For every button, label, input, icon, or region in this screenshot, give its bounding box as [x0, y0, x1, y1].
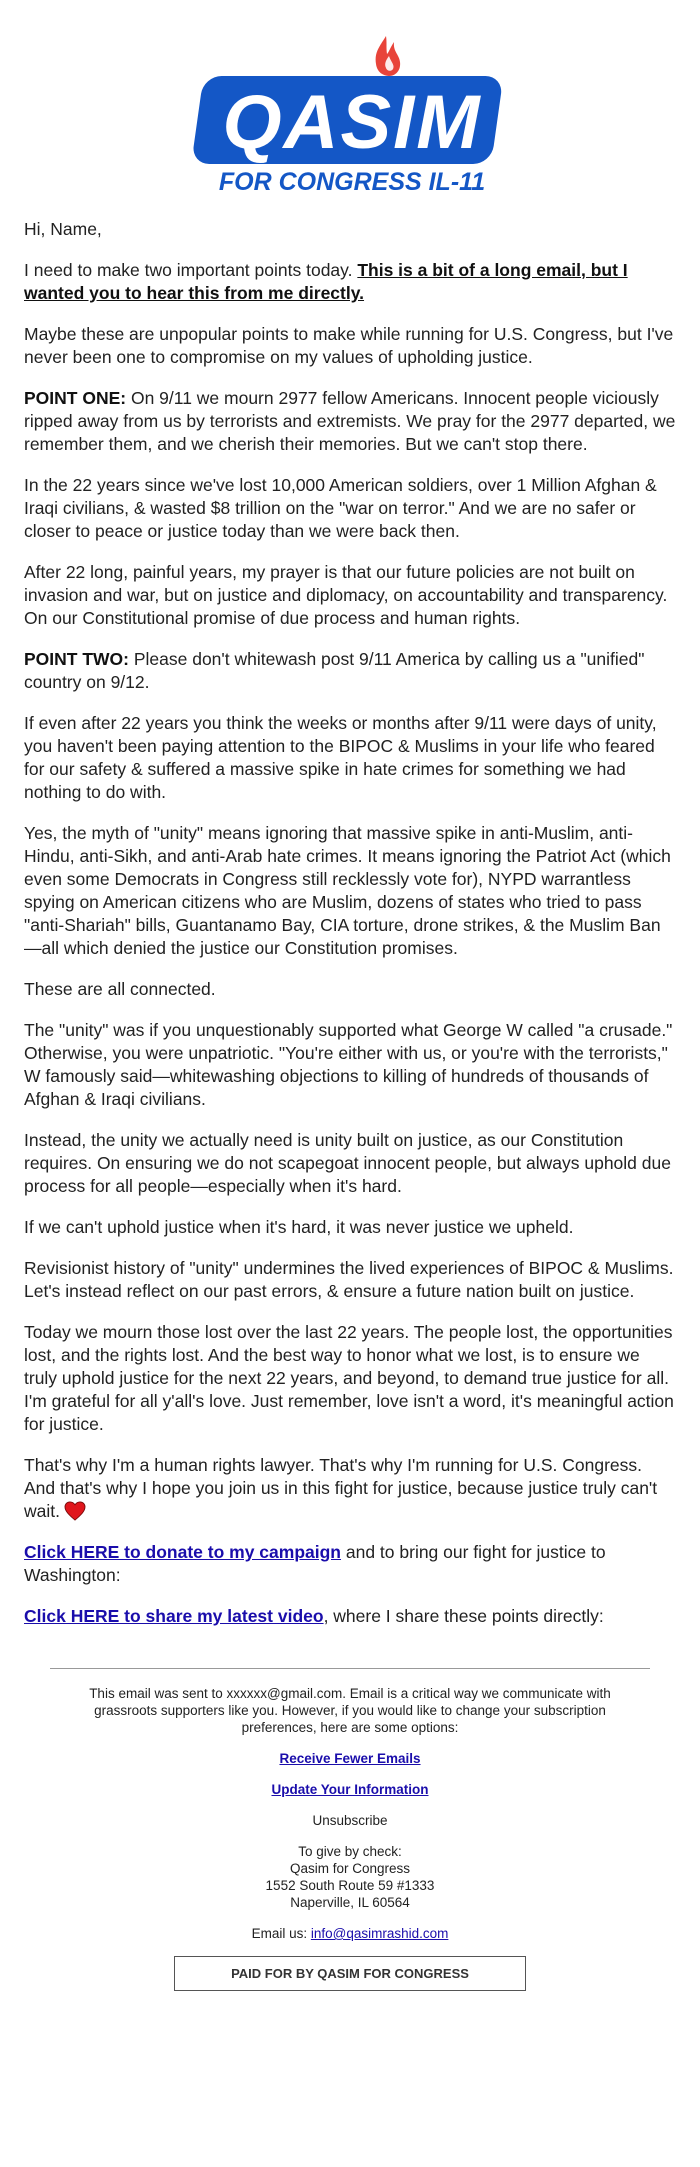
- contact-email-link[interactable]: info@qasimrashid.com: [310, 1926, 449, 1941]
- intro-text: I need to make two important points today.: [24, 260, 358, 280]
- check-label: To give by check:: [298, 1844, 402, 1859]
- heart-icon: [64, 1501, 86, 1521]
- fewer-emails-row: [60, 1750, 640, 1767]
- paragraph-uphold: If we can't uphold justice when it's hard, it was never justice we upheld.: [24, 1217, 574, 1237]
- paragraph-unity-justice: Instead, the unity we actually need is unity built on justice, as our Constitution requires. On ensuring we do not scapegoat innocent people, but always uphold due process for all people—especially when it's hard.: [24, 1130, 671, 1196]
- share-paragraph: [24, 1605, 676, 1628]
- paragraph-point-two: [24, 648, 676, 694]
- point-one-text: On 9/11 we mourn 2977 fellow Americans. Innocent people viciously ripped away from us by terrorists and extremists. We pray for the 2977 departed, we remember them, and we cherish their memories. But we can't stop there.: [24, 388, 676, 454]
- email-label: Email us:: [251, 1926, 311, 1941]
- point-two-text: Please don't whitewash post 9/11 America by calling us a "unified" country on 9/12.: [24, 649, 645, 692]
- donate-link[interactable]: Click HERE to donate to my campaign: [24, 1542, 341, 1562]
- paragraph-connected: These are all connected.: [24, 979, 216, 999]
- email-footer: [0, 1685, 700, 1991]
- update-info-row: [60, 1781, 640, 1798]
- flame-icon: [376, 36, 401, 76]
- street-address: 1552 South Route 59 #1333: [265, 1878, 435, 1893]
- city-address: Naperville, IL 60564: [290, 1895, 410, 1910]
- logo-name: QASIM: [222, 80, 482, 165]
- update-information-link[interactable]: Update Your Information: [271, 1782, 429, 1797]
- paid-for-disclaimer: PAID FOR BY QASIM FOR CONGRESS: [174, 1956, 526, 1991]
- paragraph-unity-weeks: If even after 22 years you think the weeks or months after 9/11 were days of unity, you haven't been paying attention to the BIPOC & Muslims in your life who feared for our safety & suffered a massive spike in hate crimes for something we had nothing to do with.: [24, 713, 657, 802]
- share-video-link[interactable]: Click HERE to share my latest video: [24, 1606, 324, 1626]
- paragraph-myth-of-unity: Yes, the myth of "unity" means ignoring that massive spike in anti-Muslim, anti-Hindu, anti-Sikh, and anti-Arab hate crimes. It means ignoring the Patriot Act (which even some Democrats in Congress still recklessly vote for), NYPD warrantless spying on American citizens who are Muslim, dozens of states who tried to pass "anti-Shariah" bills, Guantanamo Bay, CIA torture, drone strikes, & the Muslim Ban—all which denied the justice our Constitution promises.: [24, 823, 671, 958]
- receive-fewer-emails-link[interactable]: Receive Fewer Emails: [279, 1751, 421, 1766]
- share-text: , where I share these points directly:: [323, 1606, 604, 1626]
- point-one-label: POINT ONE:: [24, 388, 127, 408]
- contact-row: [60, 1925, 640, 1942]
- why-text: That's why I'm a human rights lawyer. That's why I'm running for U.S. Congress. And that's why I hope you join us in this fight for justice, because justice truly can't wait.: [24, 1455, 658, 1521]
- org-name: Qasim for Congress: [289, 1861, 411, 1876]
- campaign-logo: [190, 30, 510, 200]
- paragraph-unpopular: Maybe these are unpopular points to make while running for U.S. Congress, but I've never been one to compromise on my values of upholding justice.: [24, 324, 674, 367]
- unsubscribe-link[interactable]: Unsubscribe: [312, 1813, 388, 1828]
- subscription-notice: This email was sent to xxxxxx@gmail.com. Email is a critical way we communicate with grassroots supporters like you. However, if you would like to change your subscription preferences, here are some options:: [89, 1686, 611, 1735]
- footer-divider: [50, 1668, 650, 1669]
- paragraph-point-one: [24, 387, 676, 456]
- greeting: Hi, Name,: [24, 219, 102, 239]
- donate-text: and to bring our fight for justice to Washington:: [24, 1542, 606, 1585]
- email-container: [0, 30, 700, 1991]
- paragraph-revisionist: Revisionist history of "unity" undermines the lived experiences of BIPOC & Muslims. Let's instead reflect on our past errors, & ensure a future nation built on justice.: [24, 1258, 674, 1301]
- paragraph-mourn: Today we mourn those lost over the last 22 years. The people lost, the opportunities lost, and the rights lost. And the best way to honor what we lost, is to ensure we truly uphold justice for the next 22 years, and beyond, to demand true justice for all. I'm grateful for all y'all's love. Just remember, love isn't a word, it's meaningful action for justice.: [24, 1322, 674, 1434]
- email-body: [0, 218, 700, 1628]
- paragraph-prayer: After 22 long, painful years, my prayer is that our future policies are not built on invasion and war, but on justice and diplomacy, on accountability and transparency. On our Constitutional promise of due process and human rights.: [24, 562, 668, 628]
- point-two-label: POINT TWO:: [24, 649, 129, 669]
- mailing-address: [60, 1843, 640, 1911]
- intro-paragraph: [24, 259, 676, 305]
- intro-emphasis: This is a bit of a long email, but I wanted you to hear this from me directly.: [24, 260, 628, 303]
- logo-subtitle: FOR CONGRESS IL-11: [218, 168, 486, 196]
- donate-paragraph: [24, 1541, 676, 1587]
- paragraph-22-years: In the 22 years since we've lost 10,000 American soldiers, over 1 Million Afghan & Iraqi civilians, & wasted $8 trillion on the "war on terror." And we are no safer or closer to peace or justice today than we were back then.: [24, 475, 657, 541]
- paragraph-why: [24, 1454, 676, 1523]
- paragraph-crusade: The "unity" was if you unquestionably supported what George W called "a crusade." Otherwise, you were unpatriotic. "You're either with us, or you're with the terrorists," W famously said—whitewashing objections to killing of hundreds of thousands of Afghan & Iraqi civilians.: [24, 1020, 673, 1109]
